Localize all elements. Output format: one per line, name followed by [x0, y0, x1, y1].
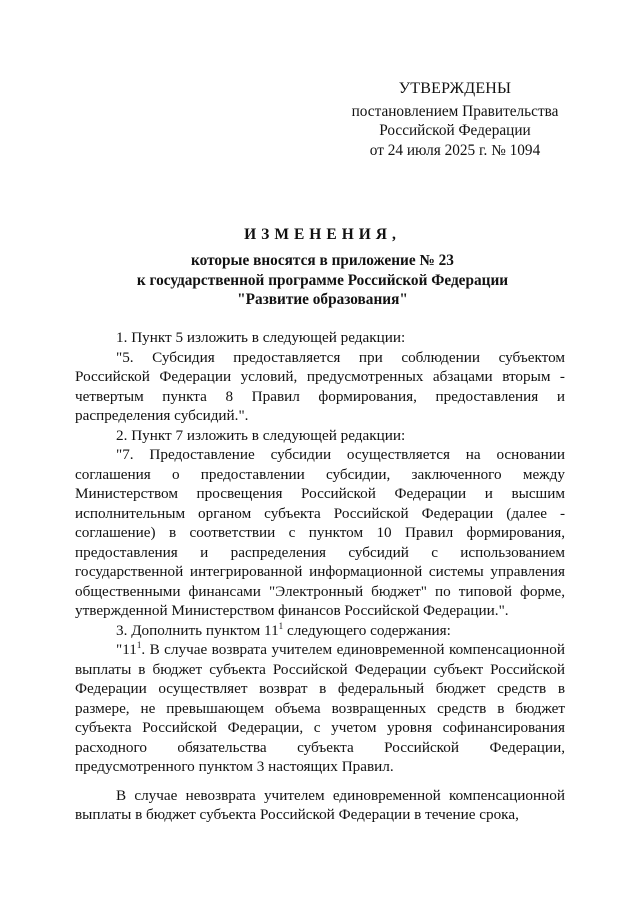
paragraph — [75, 621, 565, 641]
subtitle-line: к государственной программе Российской Федерации — [136, 271, 509, 289]
paragraph-text: "11 — [116, 641, 137, 658]
document-title: ИЗМЕНЕНИЯ, — [244, 226, 401, 243]
paragraph: "7. Предоставление субсидии осуществляется на основании соглашения о предоставлении субсидии, заключенного между Министерством просвещения Российской Федерации и высшим исполнительным органом субъекта Российской Федерации (далее - соглашение) в соответствии с пунктом 10 Правил формирования, предоставления и распределения субсидий с использованием государственной интегрированной информационной системы управления общественными финансами "Электронный бюджет" по типовой форме, утвержденной Министерством финансов Российской Федерации.". — [75, 446, 565, 619]
approval-line: постановлением Правительства — [351, 102, 559, 120]
document-body — [75, 328, 565, 825]
paragraph: 1. Пункт 5 изложить в следующей редакции: — [116, 329, 406, 346]
subtitle-line: которые вносятся в приложение № 23 — [191, 252, 454, 269]
document-subtitle — [80, 251, 565, 310]
approval-line: от 24 июля 2025 г. № 1094 — [369, 141, 541, 159]
approval-stamp — [340, 79, 570, 160]
approval-line: Российской Федерации — [379, 122, 531, 139]
paragraph: В случае невозврата учителем единовременной компенсационной выплаты в бюджет субъекта Российской Федерации в течение срока, — [75, 786, 565, 823]
paragraph — [75, 640, 565, 777]
paragraph-text: 3. Дополнить пунктом 11 — [116, 621, 279, 639]
paragraph: 2. Пункт 7 изложить в следующей редакции: — [116, 426, 406, 444]
subtitle-line: "Развитие образования" — [237, 291, 408, 308]
paragraph: "5. Субсидия предоставляется при соблюдении субъектом Российской Федерации условий, предусмотренных абзацами вторым - четвертым пункта 8 Правил формирования, предоставления и распределения субсидий.". — [75, 348, 565, 424]
superscript: 1 — [136, 640, 142, 650]
paragraph-text: . В случае возврата учителем единовременной компенсационной выплаты в бюджет субъекта Российской Федерации субъект Российской Федерации осуществляет возврат в федеральный бюджет средств в размере, не превышающем объема возвращенных средств в бюджет субъекта Российской Федерации, с учетом уровня софинансирования расходного обязательства субъекта Российской Федерации, предусмотренного пунктом 3 настоящих Правил. — [75, 641, 565, 775]
paragraph-text: следующего содержания: — [283, 621, 451, 639]
superscript: 1 — [278, 620, 284, 631]
approval-heading: УТВЕРЖДЕНЫ — [398, 80, 512, 97]
